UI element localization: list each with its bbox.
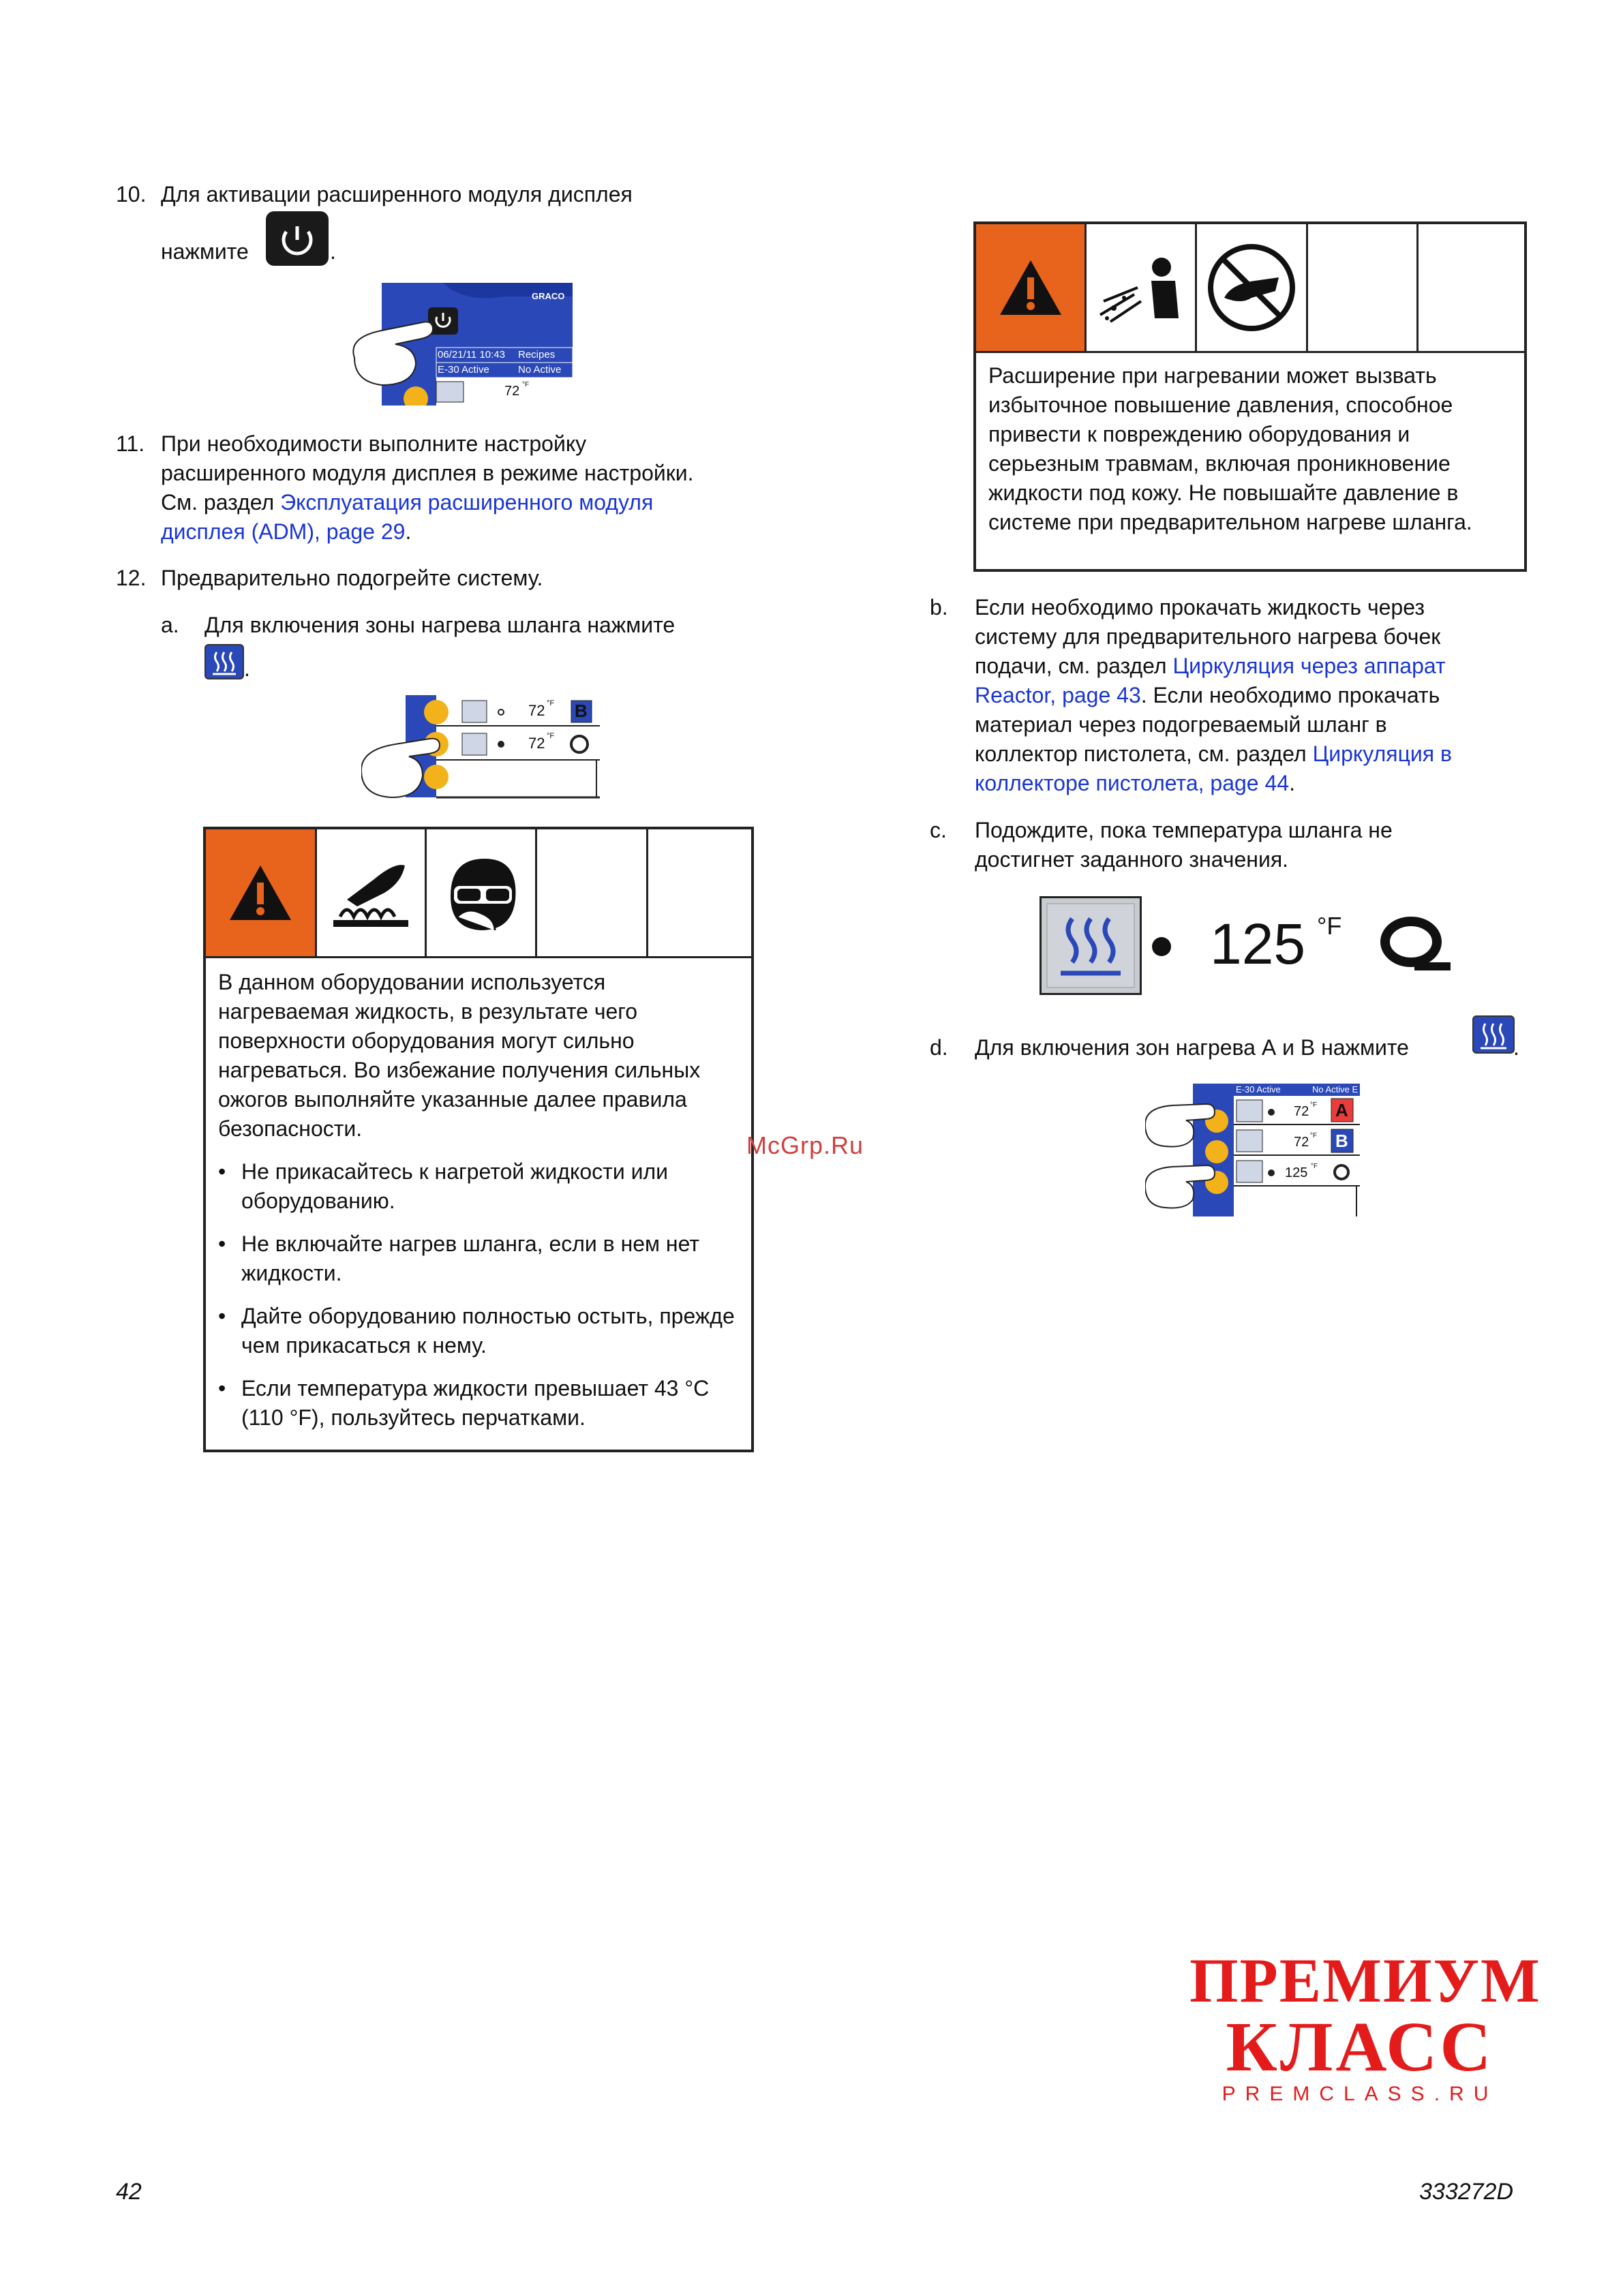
link-gun-circulation[interactable]: Циркуляция в xyxy=(1312,741,1452,766)
step-c-label: c. xyxy=(930,818,947,842)
ab-temp-a: 72 xyxy=(1294,1104,1309,1119)
adm-noactive: No Active xyxy=(518,364,562,376)
step-b-line2: систему для предварительного нагрева бочек xyxy=(975,624,1441,649)
adm-unit: °F xyxy=(522,381,530,388)
watermark: McGrp.Ru xyxy=(746,1131,864,1159)
adm-figure xyxy=(341,283,573,405)
link-reactor-page[interactable]: Reactor, page 43 xyxy=(975,683,1141,707)
warning-empty-cell-1 xyxy=(1308,224,1419,351)
step-d-label: d. xyxy=(930,1035,948,1060)
adm-recipes: Recipes xyxy=(518,349,556,361)
link-adm-operation[interactable]: Эксплуатация расширенного модуля xyxy=(280,490,654,515)
step-b-line6: коллектор пистолета, см. раздел Циркуляция в xyxy=(975,741,1452,766)
injection-hazard-icon xyxy=(1087,224,1197,351)
link-reactor-circulation[interactable]: Циркуляция через аппарат xyxy=(1172,654,1446,678)
warning-pressure-icons xyxy=(976,224,1524,353)
adm-e30: E-30 Active xyxy=(438,364,489,376)
warning-burn-intro: В данном оборудовании используется нагреваемая жидкость, в результате чего поверхности оборудования могут сильно нагреваться. Во избежание получения сильных ожогов выполняйте указанные далее правила безопасности. xyxy=(218,970,701,1141)
ab-unit-a: °F xyxy=(1310,1101,1318,1109)
hose-icon xyxy=(1377,913,1452,978)
warning-empty-cell-2 xyxy=(1419,224,1524,351)
warning-empty-cell-1 xyxy=(537,829,648,956)
hose-row2-unit: °F xyxy=(547,732,555,740)
warning-pressure-text: Расширение при нагревании может вызвать избыточное повышение давления, способное привести к повреждению оборудования и серьезным травмам, включая проникновение жидкости под кожу. Не повышайте давление в системе при предварительном нагреве шланга. xyxy=(988,363,1472,534)
step-10-press: нажмите xyxy=(161,239,249,264)
step-c-line2: достигнет заданного значения. xyxy=(975,847,1289,872)
step-b-line1: Если необходимо прокачать жидкость через xyxy=(975,595,1425,619)
page-number: 42 xyxy=(116,2179,142,2205)
logo-line3: PREMCLASS.RU xyxy=(1222,2083,1498,2105)
step-10-text: Для активации расширенного модуля дисплея xyxy=(161,182,633,206)
step-11-line3: См. раздел Эксплуатация расширенного модуля xyxy=(161,490,654,515)
ab-unit-b: °F xyxy=(1310,1132,1318,1139)
big-temp-unit: °F xyxy=(1317,912,1342,940)
premclass-logo xyxy=(1189,1946,1541,2106)
no-hand-spray-icon xyxy=(1197,224,1308,351)
hose-figure xyxy=(361,695,600,808)
logo-line2: КЛАСС xyxy=(1226,2008,1494,2086)
hose-row2-temp: 72 xyxy=(528,735,545,752)
document-number: 333272D xyxy=(1419,2179,1514,2205)
ab-noactive: No Active E xyxy=(1312,1084,1359,1095)
hose-heat-button-large xyxy=(1040,896,1142,995)
ab-letter-a: A xyxy=(1335,1100,1348,1120)
step-d-text: Для включения зон нагрева А и В нажмите xyxy=(975,1035,1409,1060)
ab-temp-hose: 125 xyxy=(1285,1165,1308,1180)
step-10-period: . xyxy=(330,239,336,264)
adm-brand: GRACO xyxy=(532,291,565,301)
ab-zones-figure xyxy=(1145,1084,1360,1216)
step-b-line5: материал через подогреваемый шланг в xyxy=(975,712,1387,737)
warning-bullet: • Если температура жидкости превышает 43 °C (110 °F), пользуйтесь перчатками. xyxy=(218,1376,710,1430)
warning-empty-cell-2 xyxy=(648,829,751,956)
step-11-line4: дисплея (ADM), page 29. xyxy=(161,519,412,544)
hose-row1-unit: °F xyxy=(547,699,555,707)
warning-burn-icons xyxy=(206,829,751,958)
step-a-text: Для включения зоны нагрева шланга нажмите xyxy=(204,613,676,637)
step-12-number: 12. xyxy=(116,566,147,590)
step-d-period: . xyxy=(1513,1035,1519,1060)
hot-surface-icon xyxy=(317,829,427,956)
logo-line1: ПРЕМИУМ xyxy=(1189,1946,1541,2015)
warning-bullet: • Не включайте нагрев шланга, если в нем нет жидкости. xyxy=(218,1231,699,1285)
ab-temp-b: 72 xyxy=(1294,1135,1309,1150)
step-b-line7: коллекторе пистолета, page 44. xyxy=(975,771,1295,795)
step-b-line4: Reactor, page 43. Если необходимо прокачать xyxy=(975,683,1440,707)
power-button-icon xyxy=(266,211,329,266)
warning-pressure-table xyxy=(973,221,1527,572)
ab-unit-hose: °F xyxy=(1311,1163,1318,1170)
big-temp-value: 125 xyxy=(1210,912,1306,976)
step-12-text: Предварительно подогрейте систему. xyxy=(161,566,543,590)
ab-letter-b: B xyxy=(1335,1131,1348,1151)
warning-triangle-icon xyxy=(976,224,1087,351)
warning-triangle-icon xyxy=(206,829,317,956)
protective-gear-icon xyxy=(427,829,537,956)
warning-bullet: • Дайте оборудованию полностью остыть, прежде чем прикасаться к нему. xyxy=(218,1304,735,1358)
heat-on-indicator xyxy=(1152,937,1171,956)
heat-zones-icon xyxy=(1472,1015,1515,1054)
step-c-line1: Подождите, пока температура шланга не xyxy=(975,818,1393,842)
hose-row1-letter: B xyxy=(575,701,588,721)
link-adm-operation-page[interactable]: дисплея (ADM), page 29 xyxy=(161,519,406,544)
ab-e30: E-30 Active xyxy=(1236,1084,1281,1095)
adm-temp: 72 xyxy=(504,384,520,399)
link-gun-page[interactable]: коллекторе пистолета, page 44 xyxy=(975,771,1290,795)
adm-date: 06/21/11 10:43 xyxy=(438,349,505,361)
warning-burn-table xyxy=(203,827,754,1452)
step-b-label: b. xyxy=(930,595,948,619)
warning-burn-text xyxy=(206,958,751,1439)
warning-bullet: • Не прикасайтесь к нагретой жидкости или оборудованию. xyxy=(218,1159,668,1213)
step-11-number: 11. xyxy=(116,431,145,456)
step-a-period: . xyxy=(244,656,250,681)
hose-row1-temp: 72 xyxy=(528,702,545,719)
step-b-line3: подачи, см. раздел Циркуляция через аппарат xyxy=(975,654,1446,678)
step-10-number: 10. xyxy=(116,182,147,206)
hose-heat-icon xyxy=(204,644,244,679)
step-11-line2: расширенного модуля дисплея в режиме настройки. xyxy=(161,461,694,485)
step-11-line1: При необходимости выполните настройку xyxy=(161,431,587,456)
step-a-label: a. xyxy=(161,613,179,637)
